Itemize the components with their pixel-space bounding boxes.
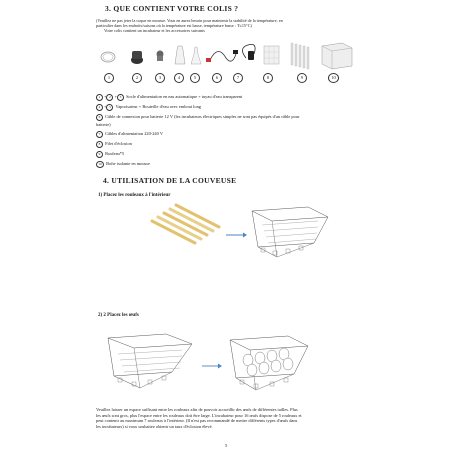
foam-box-image <box>322 43 352 69</box>
intro-line-3: Votre colis contient un incubateur et les accessoires suivants <box>104 28 205 33</box>
hatching-net-image <box>264 46 279 64</box>
list-item: 1 + 2 + 3 Socle d'alimentation en eau automatique + tuyau d'eau transparent <box>96 94 366 101</box>
rollers-image <box>291 43 309 69</box>
section-3-title: 3. QUE CONTIENT VOTRE COLIS ? <box>105 4 239 13</box>
arrow-right-icon <box>202 364 222 369</box>
step-1-illustration <box>140 203 340 265</box>
item-number-5: 5 <box>190 73 200 83</box>
list-number: 6 <box>96 114 103 121</box>
item-number-6: 6 <box>212 73 222 83</box>
item-number-9: 9 <box>297 73 307 83</box>
item-number-7: 7 <box>233 73 243 83</box>
paragraph-line: Veuillez laisser un espace suffisant entre les rouleaux afin de pouvoir accueillir des œufs de différentes tailles. Plus <box>96 407 298 412</box>
list-item-text: Câbles d'alimentation 220-240 V <box>105 130 164 136</box>
list-number: 3 <box>117 94 124 101</box>
list-number: 9 <box>96 151 103 158</box>
list-number: 10 <box>96 161 104 168</box>
empty-tray-image <box>108 334 192 388</box>
intro-line-2: particulier dans les endroits/saisons où la température est basse, température basse : T≤15°C) <box>96 23 252 28</box>
list-item-text: Câble de connexion pour batterie 12 V (les incubateurs électriques simples ne sont pas équipés d'un câble pour <box>105 114 300 119</box>
list-item: 4 + 5 Vaporisateur + Bouteille d'eau avec embout long <box>96 104 366 111</box>
paragraph-line: les œufs sont gros, plus l'espace entre les rouleaux doit être large. L'incubateur pour 16 œufs dispose de 5 rouleaux et <box>96 412 302 418</box>
usage-paragraph <box>96 407 366 429</box>
rollers-image <box>152 205 219 243</box>
step-1-label: 1) Placez les rouleaux à l'intérieur <box>98 193 171 198</box>
paragraph-line: peut contenir au maximum 7 rouleaux à l'intérieur. (Il n'est pas recommandé de mettre différents types d'œufs dans <box>96 418 298 424</box>
list-item-text: Boîte isolante en mousse <box>106 160 150 166</box>
item-number-3: 3 <box>155 73 165 83</box>
item-number-8: 8 <box>263 73 273 83</box>
item-number-10: 10 <box>328 73 339 83</box>
power-cable-image <box>242 44 255 60</box>
list-item <box>96 151 366 158</box>
list-item-text: Filet d'éclosion <box>105 140 132 146</box>
item-number-2: 2 <box>132 73 142 83</box>
cap-image <box>157 51 164 62</box>
intro-line-1: (Veuillez ne pas jeter la coque en mousse. Vous en aurez besoin pour maintenir la stabilité de la température, en <box>96 18 283 23</box>
accessories-list <box>96 94 366 168</box>
battery-cable-image <box>206 50 238 62</box>
list-number: 8 <box>96 141 103 148</box>
list-item-text: Rouleau*5 <box>105 150 125 156</box>
list-item-continuation: batterie) <box>96 122 111 127</box>
list-number: 4 <box>96 104 103 111</box>
list-number: 5 <box>106 104 113 111</box>
list-number: 1 <box>96 94 103 101</box>
step-2-label: 2) 2 Placez les œufs <box>98 313 139 318</box>
list-item <box>96 131 366 138</box>
incubator-tray-image <box>252 207 328 257</box>
water-tube-image <box>101 52 115 62</box>
tray-with-eggs-image <box>230 336 308 390</box>
list-item-text: Socle d'alimentation en eau automatique + tuyau d'eau transparent <box>126 94 243 99</box>
spray-image <box>175 46 185 64</box>
list-item <box>96 161 366 168</box>
section-4-title: 4. UTILISATION DE LA COUVEUSE <box>103 176 237 185</box>
list-item <box>96 141 366 148</box>
item-number-1: 1 <box>104 73 114 83</box>
bottle-image <box>191 47 201 64</box>
list-item-text: Vaporisateur + Bouteille d'eau avec embout long <box>115 104 201 109</box>
water-base-image <box>131 51 143 64</box>
list-item <box>96 114 366 121</box>
list-number: 7 <box>96 131 103 138</box>
step-2-illustration <box>102 330 314 402</box>
list-number: 2 <box>106 94 113 101</box>
page-number: 5 <box>225 443 228 448</box>
arrow-right-icon <box>226 233 247 238</box>
paragraph-line: les incubateurs) si vous souhaitez obtenir un taux d'éclosion élevé. <box>96 423 213 429</box>
item-number-4: 4 <box>174 73 184 83</box>
